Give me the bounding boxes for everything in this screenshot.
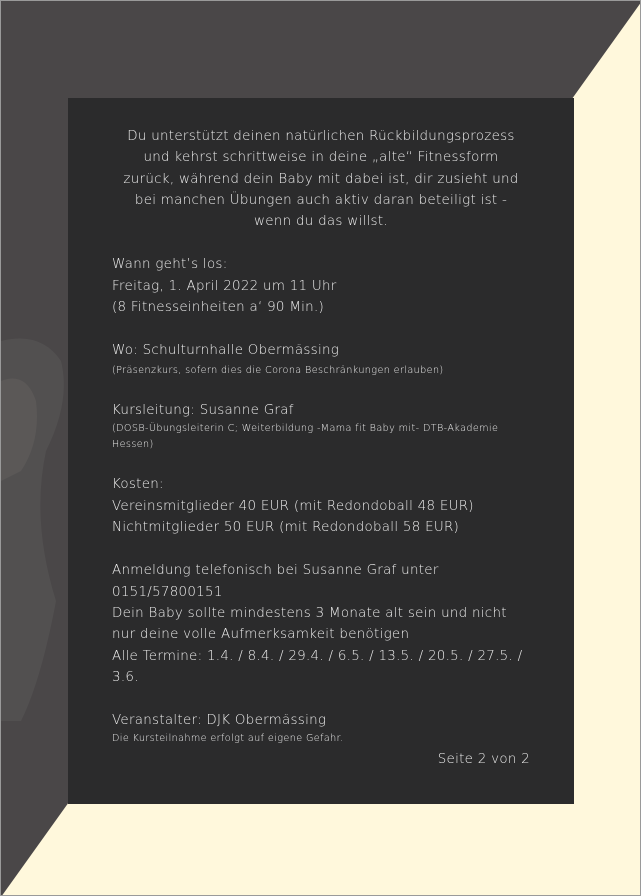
location-line: Wo: Schulturnhalle Obermässing [112, 343, 340, 359]
organizer-section [112, 710, 530, 747]
baby-note: Dein Baby sollte mindestens 3 Monate alt sein und nicht nur deine volle Aufmerksamkeit benötigen [112, 605, 507, 643]
info-card [68, 98, 574, 804]
page-number: Seite 2 von 2 [437, 751, 530, 767]
start-date: Freitag, 1. April 2022 um 11 Uhr [112, 278, 337, 294]
costs-members: Vereinsmitglieder 40 EUR (mit Redondoball 48 EUR) [112, 498, 474, 514]
intro-paragraph: Du unterstützt deinen natürlichen Rückbildungsprozess und kehrst schrittweise in deine „alte“ Fitnessform zurück, während dein Baby mit dabei ist, dir zusieht und bei manchen Übungen auch aktiv daran beteiligt ist - wenn du das willst. [123, 129, 519, 230]
organizer-line: Veranstalter: DJK Obermässing [112, 713, 327, 729]
start-heading: Wann geht’s los: [112, 257, 228, 273]
disclaimer: Die Kursteilnahme erfolgt auf eigene Gefahr. [112, 733, 344, 745]
registration-line: Anmeldung telefonisch bei Susanne Graf unter 0151/57800151 [112, 563, 439, 600]
location-note: (Präsenzkurs, sofern dies die Corona Beschränkungen erlauben) [112, 364, 444, 376]
registration-section [112, 560, 530, 688]
start-units: (8 Fitnesseinheiten a‘ 90 Min.) [112, 300, 325, 316]
instructor-section [112, 400, 530, 452]
instructor-note: (DOSB-Übungsleiterin C; Weiterbildung -Mama fit Baby mit- DTB-Akademie Hessen) [112, 423, 499, 450]
all-dates: Alle Termine: 1.4. / 8.4. / 29.4. / 6.5. / 13.5. / 20.5. / 27.5. / 3.6. [112, 648, 523, 685]
costs-non-members: Nichtmitglieder 50 EUR (mit Redondoball 58 EUR) [112, 520, 460, 536]
costs-heading: Kosten: [112, 477, 164, 493]
location-section [112, 340, 530, 378]
instructor-line: Kursleitung: Susanne Graf [112, 403, 294, 419]
costs-section [112, 474, 530, 538]
start-section [112, 254, 530, 318]
